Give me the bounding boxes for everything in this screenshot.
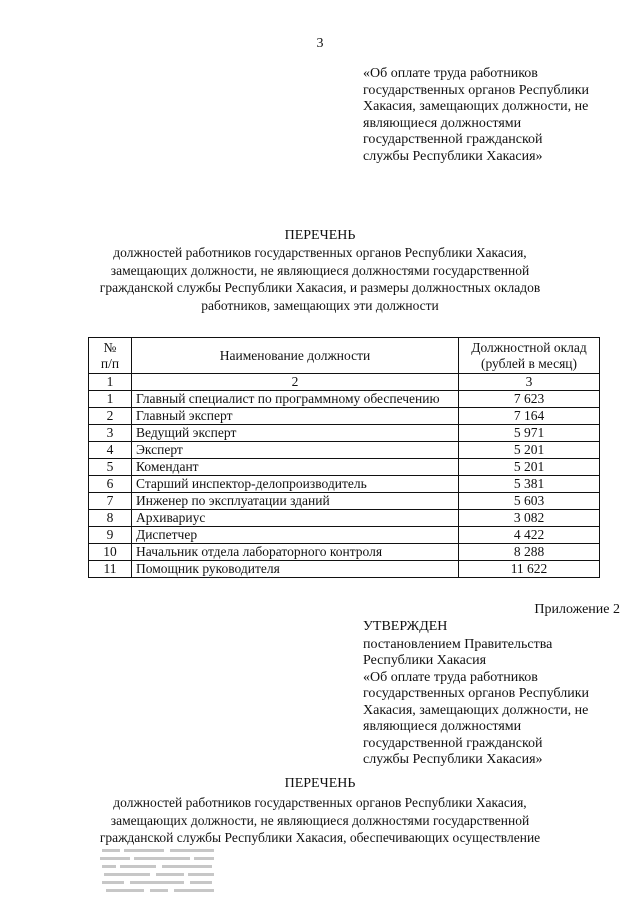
page-number: 3 [316,36,324,51]
row-salary: 5 971 [459,424,600,441]
row-num: 9 [89,526,132,543]
header-salary-line1: Должностной оклад [471,340,587,355]
row-position: Комендант [132,458,459,475]
row-salary: 5 603 [459,492,600,509]
header-salary [459,338,600,374]
table-row [89,475,600,492]
row-salary: 7 164 [459,407,600,424]
table-column-numbers-row [89,374,600,391]
appendix-label: Приложение 2 [534,602,620,617]
header-num [89,338,132,374]
list2-title: ПЕРЕЧЕНЬ [284,776,356,791]
table-row [89,390,600,407]
header-num-line2: п/п [100,355,120,371]
approval-line: Республики Хакасия [363,653,487,668]
row-num: 8 [89,509,132,526]
row-num: 6 [89,475,132,492]
row-position: Помощник руководителя [132,560,459,577]
approval-line: Хакасия, замещающих должности, не [363,702,589,718]
row-position: Главный специалист по программному обеспечению [132,390,459,407]
table-row [89,407,600,424]
approval-line: службы Республики Хакасия» [363,752,543,767]
row-position: Диспетчер [132,526,459,543]
list2-subtitle [0,794,640,847]
row-position: Начальник отдела лабораторного контроля [132,543,459,560]
row-num: 4 [89,441,132,458]
approval-line: являющиеся должностями [363,719,522,734]
row-num: 1 [89,390,132,407]
approval-line: государственных органов Республики [363,686,589,701]
row-position: Старший инспектор-делопроизводитель [132,475,459,492]
table-row [89,526,600,543]
row-salary: 11 622 [459,560,600,577]
column-number: 3 [459,374,600,391]
approval-line: постановлением Правительства [363,636,553,652]
row-num: 2 [89,407,132,424]
row-salary: 3 082 [459,509,600,526]
row-position: Ведущий эксперт [132,424,459,441]
table-header-row [89,338,600,374]
table-row [89,492,600,509]
list1-subtitle-line: должностей работников государственных органов Республики Хакасия, [113,245,527,260]
row-num: 11 [89,560,132,577]
list1-subtitle-line: замещающих должности, не являющиеся должностями государственной [110,262,530,278]
list1-subtitle [0,244,640,314]
column-number: 2 [132,374,459,391]
list1-subtitle-line: работников, замещающих эти должности [201,297,439,313]
list2-subtitle-line: гражданской службы Республики Хакасия, обеспечивающих осуществление [99,830,541,845]
approved-heading: УТВЕРЖДЕН [363,619,448,634]
header-reference-line: государственных органов Республики [363,82,589,98]
approval-block [363,619,633,769]
faded-stamp-mark [100,847,218,895]
header-reference-line: службы Республики Хакасия» [363,148,543,164]
positions-table [88,337,600,578]
header-reference [363,66,633,165]
header-reference-line: «Об оплате труда работников [363,66,538,81]
header-reference-line: Хакасия, замещающих должности, не [363,99,589,114]
table-row [89,560,600,577]
row-position: Архивариус [132,509,459,526]
row-salary: 5 201 [459,441,600,458]
table-row [89,543,600,560]
row-salary: 5 201 [459,458,600,475]
row-num: 10 [89,543,132,560]
header-salary-line2: (рублей в месяц) [480,355,578,371]
row-salary: 7 623 [459,390,600,407]
header-reference-line: являющиеся должностями [363,115,522,131]
table-row [89,458,600,475]
column-number: 1 [89,374,132,391]
list2-subtitle-line: замещающих должности, не являющиеся должностями государственной [110,812,530,828]
row-salary: 4 422 [459,526,600,543]
row-num: 5 [89,458,132,475]
approval-line: государственной гражданской [363,735,543,751]
table-row [89,441,600,458]
row-position: Эксперт [132,441,459,458]
row-salary: 5 381 [459,475,600,492]
list2-subtitle-line: должностей работников государственных органов Республики Хакасия, [113,795,527,810]
row-salary: 8 288 [459,543,600,560]
list1-subtitle-line: гражданской службы Республики Хакасия, и размеры должностных окладов [99,280,541,295]
row-num: 3 [89,424,132,441]
row-position: Инженер по эксплуатации зданий [132,492,459,509]
header-num-line1: № [103,340,117,355]
table-row [89,509,600,526]
approval-line: «Об оплате труда работников [363,669,538,685]
table-row [89,424,600,441]
row-num: 7 [89,492,132,509]
row-position: Главный эксперт [132,407,459,424]
list1-title: ПЕРЕЧЕНЬ [284,228,356,243]
header-reference-line: государственной гражданской [363,132,543,147]
header-name: Наименование должности [132,338,459,374]
